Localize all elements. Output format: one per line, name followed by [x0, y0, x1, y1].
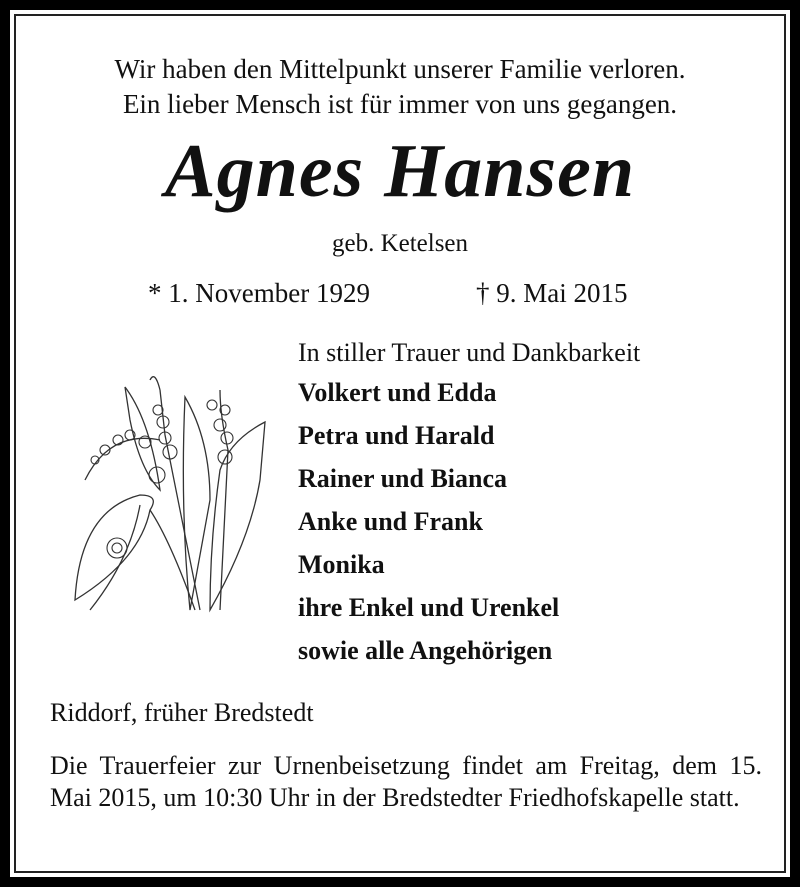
intro-line-2: Ein lieber Mensch ist für immer von uns gegangen.: [122, 89, 678, 119]
intro-line-1: Wir haben den Mittelpunkt unserer Familie verloren.: [114, 54, 686, 84]
mourner: ihre Enkel und Urenkel: [298, 593, 560, 622]
funeral-announcement: Die Trauerfeier zur Urnenbeisetzung findet am Freitag, dem 15. Mai 2015, um 10:30 Uhr in der Bredstedter Friedhofskapelle statt.: [50, 751, 762, 812]
mourner: sowie alle Angehörigen: [298, 636, 553, 665]
mourner: Petra und Harald: [298, 421, 495, 450]
mourner: Anke und Frank: [298, 507, 483, 536]
death-date: † 9. Mai 2015: [476, 278, 628, 308]
notice-frame: [10, 10, 790, 877]
mourner: Monika: [298, 550, 385, 579]
birth-name: geb. Ketelsen: [331, 230, 469, 257]
mourner: Volkert und Edda: [298, 378, 497, 407]
place: Riddorf, früher Bredstedt: [50, 698, 314, 727]
mourners-intro: In stiller Trauer und Dankbarkeit: [298, 338, 641, 367]
lily-of-the-valley-illustration: [70, 360, 270, 630]
birth-date: * 1. November 1929: [148, 278, 370, 308]
deceased-name: Agnes Hansen: [164, 129, 636, 213]
mourner: Rainer und Bianca: [298, 464, 508, 493]
